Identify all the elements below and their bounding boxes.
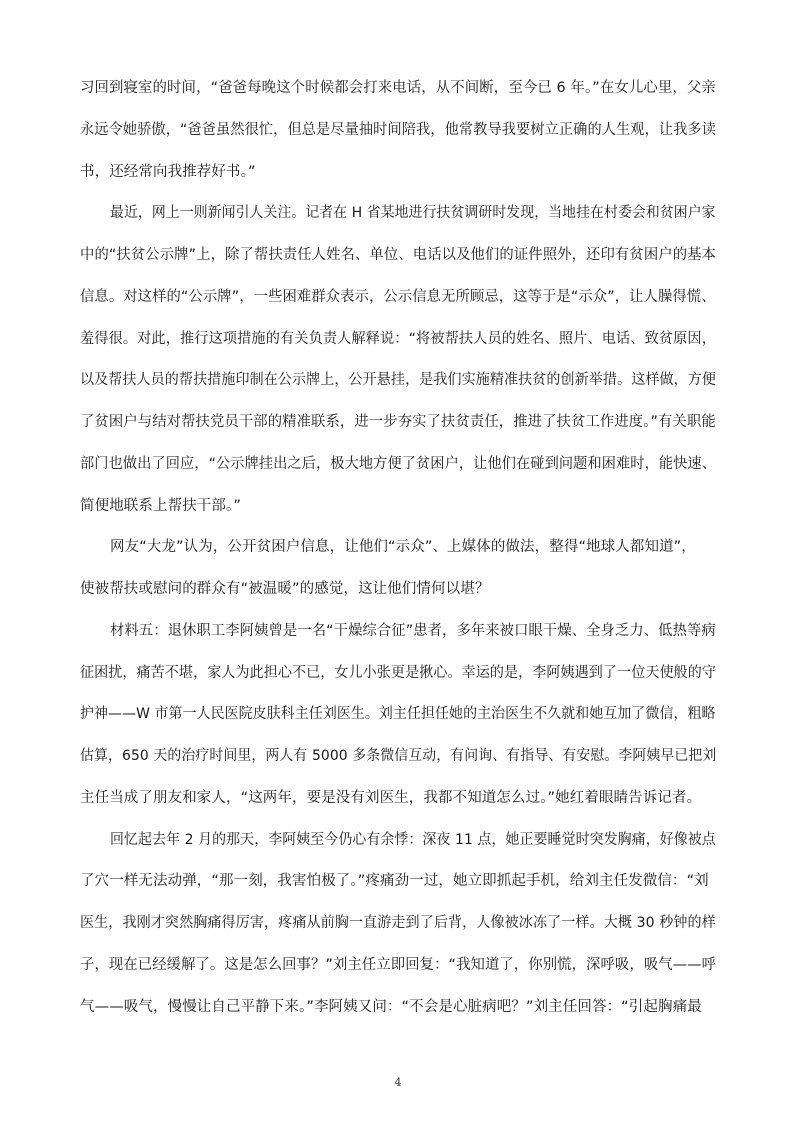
text-line: 简便地联系上帮扶干部。”: [80, 498, 241, 514]
text-line: 了贫困户与结对帮扶党员干部的精准联系，进一步夯实了扶贫责任，推进了扶贫工作进度。”有关职能: [80, 414, 716, 430]
text-line: 中的“扶贫公示牌”上，除了帮扶责任人姓名、单位、电话以及他们的证件照外，还印有贫困户的基本: [80, 247, 717, 263]
text-line: 使被帮扶或慰问的群众有“被温暖”的感觉，这让他们情何以堪？: [80, 581, 490, 597]
text-line: 材料五：退休职工李阿姨曾是一名“干燥综合征”患者，多年来被口眼干燥、全身乏力、低热等病: [110, 623, 716, 639]
text-line: 最近，网上一则新闻引人关注。记者在 H 省某地进行扶贫调研时发现，当地挂在村委会和贫困户家: [110, 205, 716, 221]
text-line: 回忆起去年 2 月的那天，李阿姨至今仍心有余悸：深夜 11 点，她正要睡觉时突发胸痛，好像被点: [110, 832, 716, 848]
text-line: 护神——W 市第一人民医院皮肤科主任刘医生。刘主任担任她的主治医生不久就和她互加了微信，粗略: [80, 706, 716, 722]
text-line: 以及帮扶人员的帮扶措施印制在公示牌上，公开悬挂，是我们实施精准扶贫的创新举措。这样做，方便: [80, 372, 716, 388]
text-line: 永远令她骄傲，“爸爸虽然很忙，但总是尽量抽时间陪我，他常教导我要树立正确的人生观，让我多读: [80, 122, 717, 138]
text-line: 主任当成了朋友和家人，“这两年，要是没有刘医生，我都不知道怎么过。”她红着眼睛告诉记者。: [80, 790, 702, 806]
text-line: 气——吸气，慢慢让自己平静下来。”李阿姨又问：“不会是心脏病吧？”刘主任回答：“引起胸痛最: [80, 999, 702, 1015]
text-line: 了穴一样无法动弹，“那一刻，我害怕极了。”疼痛劲一过，她立即抓起手机，给刘主任发微信：“刘: [80, 873, 709, 889]
text-line: 网友“大龙”认为，公开贫困户信息，让他们“示众”、上媒体的做法，整得“地球人都知道”，: [110, 539, 696, 555]
text-line: 子，现在已经缓解了。这是怎么回事？”刘主任立即回复：“我知道了，你别慌，深呼吸，吸气——呼: [80, 957, 717, 973]
text-line: 羞得很。对此，推行这项措施的有关负责人解释说：“将被帮扶人员的姓名、照片、电话、致贫原因，: [80, 331, 717, 347]
text-line: 征困扰，痛苦不堪，家人为此担心不已，女儿小张更是揪心。幸运的是，李阿姨遇到了一位天使般的守: [80, 665, 716, 681]
text-line: 习回到寝室的时间，“爸爸每晚这个时候都会打来电话，从不间断，至今已 6 年。”在女儿心里，父亲: [80, 80, 716, 96]
text-line: 信息。对这样的“公示牌”，一些困难群众表示，公示信息无所顾忌，这等于是“示众”，让人臊得慌、: [80, 289, 716, 305]
page-number: 4: [394, 1076, 402, 1089]
text-line: 估算，650 天的治疗时间里，两人有 5000 多条微信互动，有问询、有指导、有安慰。李阿姨早已把刘: [80, 748, 717, 764]
document-page: [80, 0, 716, 1122]
text-line: 医生，我刚才突然胸痛得厉害，疼痛从前胸一直游走到了后背，人像被冰冻了一样。大概 30 秒钟的样: [80, 915, 716, 931]
text-line: 部门也做出了回应，“公示牌挂出之后，极大地方便了贫困户，让他们在碰到问题和困难时，能快速、: [80, 456, 717, 472]
text-line: 书，还经常向我推荐好书。”: [80, 164, 256, 180]
